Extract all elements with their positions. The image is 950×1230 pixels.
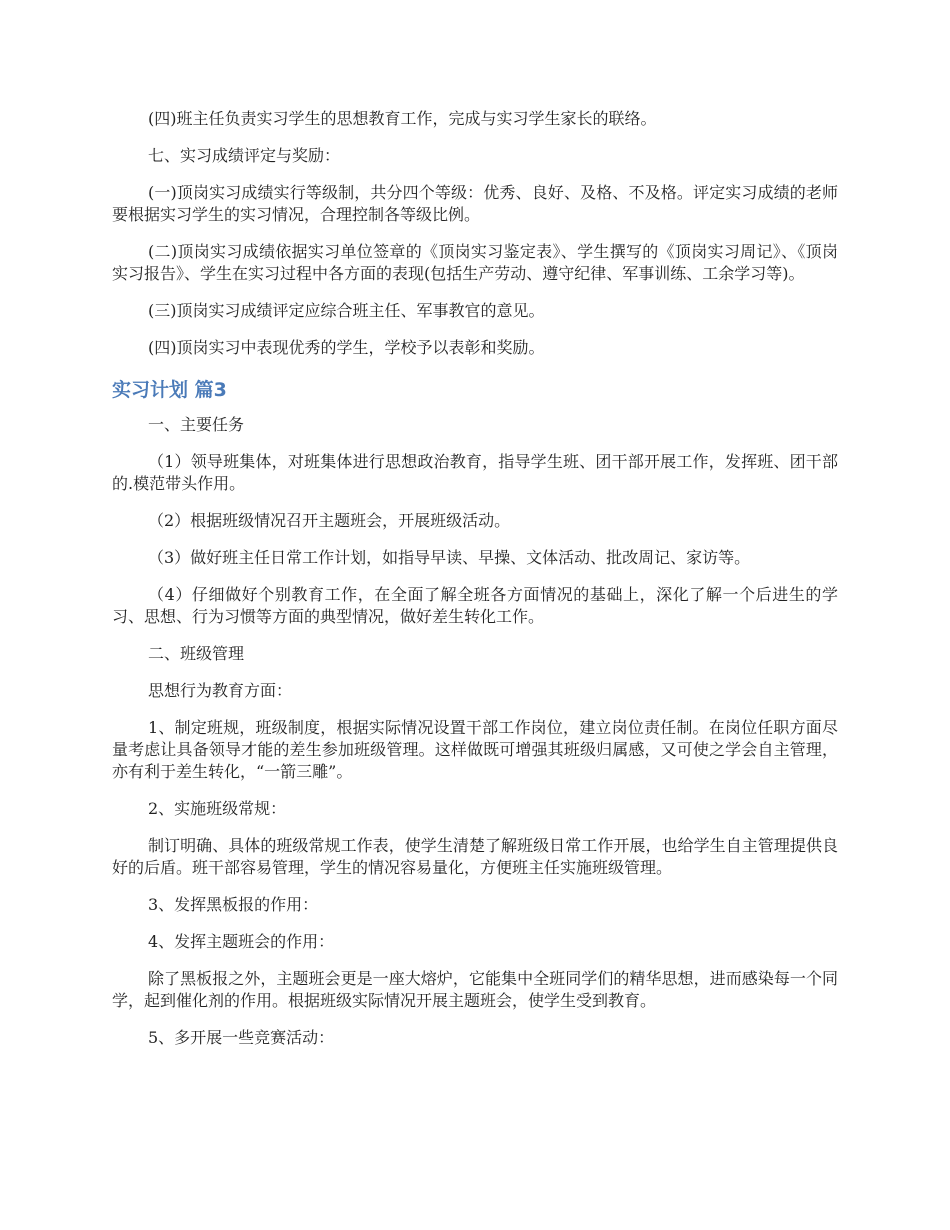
paragraph: (三)顶岗实习成绩评定应综合班主任、军事教官的意见。 (148, 301, 545, 320)
paragraph: 制订明确、具体的班级常规工作表，使学生清楚了解班级日常工作开展，也给学生自主管理提供良好的后盾。班干部容易管理，学生的情况容易量化，方便班主任实施班级管理。 (112, 836, 838, 877)
paragraph: 2、实施班级常规： (148, 799, 287, 818)
paragraph: (四)顶岗实习中表现优秀的学生，学校予以表彰和奖励。 (148, 338, 545, 357)
paragraph: 4、发挥主题班会的作用： (148, 932, 335, 951)
section-subheading: 二、班级管理 (148, 644, 245, 663)
paragraph: （3）做好班主任日常工作计划，如指导早读、早操、文体活动、批改周记、家访等。 (148, 548, 751, 567)
paragraph: （4）仔细做好个别教育工作，在全面了解全班各方面情况的基础上，深化了解一个后进生的学习、思想、行为习惯等方面的典型情况，做好差生转化工作。 (112, 585, 838, 626)
paragraph: 除了黑板报之外，主题班会更是一座大熔炉，它能集中全班同学们的精华思想，进而感染每一个同学，起到催化剂的作用。根据班级实际情况开展主题班会，使学生受到教育。 (112, 969, 838, 1010)
paragraph: 思想行为教育方面： (148, 681, 293, 700)
section-subheading: 七、实习成绩评定与奖励： (148, 146, 341, 165)
paragraph: 5、多开展一些竞赛活动： (148, 1028, 335, 1047)
section-heading: 实习计划 篇3 (112, 379, 227, 401)
paragraph: （2）根据班级情况召开主题班会，开展班级活动。 (148, 511, 511, 530)
section-subheading: 一、主要任务 (148, 415, 245, 434)
paragraph: (一)顶岗实习成绩实行等级制，共分四个等级：优秀、良好、及格、不及格。评定实习成绩的老师要根据实习学生的实习情况，合理控制各等级比例。 (112, 183, 838, 224)
paragraph: （1）领导班集体，对班集体进行思想政治教育，指导学生班、团干部开展工作，发挥班、团干部的.模范带头作用。 (112, 452, 838, 493)
paragraph: (二)顶岗实习成绩依据实习单位签章的《顶岗实习鉴定表》、学生撰写的《顶岗实习周记》、《顶岗实习报告》、学生在实习过程中各方面的表现(包括生产劳动、遵守纪律、军事训练、工余学习等)。 (112, 242, 838, 283)
paragraph: 3、发挥黑板报的作用： (148, 895, 319, 914)
paragraph: (四)班主任负责实习学生的思想教育工作，完成与实习学生家长的联络。 (148, 109, 657, 128)
paragraph: 1、制定班规，班级制度，根据实际情况设置干部工作岗位，建立岗位责任制。在岗位任职方面尽量考虑让具备领导才能的差生参加班级管理。这样做既可增强其班级归属感，又可使之学会自主管理，亦有利于差生转化，“一箭三雕”。 (112, 718, 838, 781)
